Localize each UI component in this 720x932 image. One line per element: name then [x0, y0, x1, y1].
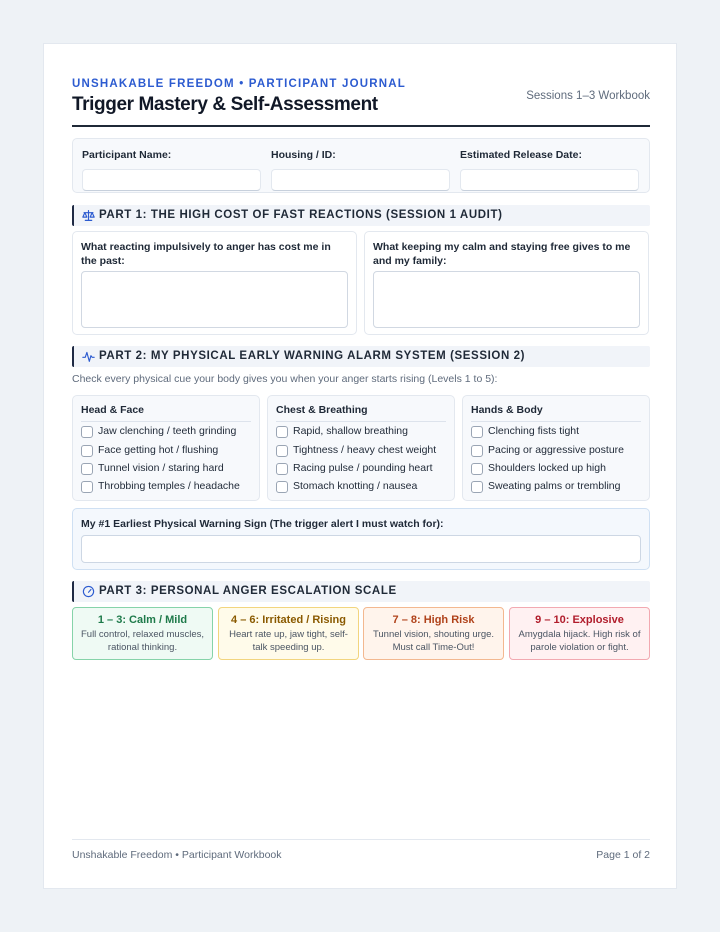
release-date-label: Estimated Release Date:	[460, 149, 582, 161]
page-number: Page 1 of 2	[596, 849, 650, 861]
cue-checkbox[interactable]	[81, 445, 93, 457]
cue-label: Throbbing temples / headache	[98, 480, 240, 492]
scale-level-explosive	[509, 607, 650, 660]
cue-checkbox[interactable]	[276, 445, 288, 457]
participant-name-field[interactable]	[82, 169, 261, 191]
cue-checkbox[interactable]	[81, 463, 93, 475]
cue-label: Tightness / heavy chest weight	[293, 444, 437, 456]
cue-column-divider	[276, 421, 446, 422]
cue-checkbox[interactable]	[471, 463, 483, 475]
cue-column-title: Chest & Breathing	[276, 404, 368, 416]
benefit-prompt-label: What keeping my calm and staying free gives to me and my family:	[373, 241, 631, 267]
participant-name-label: Participant Name:	[82, 149, 172, 161]
cue-label: Jaw clenching / teeth grinding	[98, 425, 237, 437]
cue-label: Pacing or aggressive posture	[488, 444, 624, 456]
housing-id-label: Housing / ID:	[271, 149, 336, 161]
journal-kicker: UNSHAKABLE FREEDOM • PARTICIPANT JOURNAL	[72, 78, 406, 90]
cue-checkbox[interactable]	[276, 481, 288, 493]
scale-level-irritated	[218, 607, 359, 660]
journal-page	[43, 43, 677, 889]
part1-title: PART 1: THE HIGH COST OF FAST REACTIONS (SESSION 1 AUDIT)	[99, 209, 503, 221]
cue-checkbox[interactable]	[276, 463, 288, 475]
release-date-group	[460, 149, 639, 191]
scale-level-description: Full control, relaxed muscles, rational thinking.	[80, 629, 205, 653]
scale-level-range: 4 – 6: Irritated / Rising	[231, 614, 346, 626]
cue-checkbox[interactable]	[471, 481, 483, 493]
warning-sign-label: My #1 Earliest Physical Warning Sign (The trigger alert I must watch for):	[81, 518, 444, 530]
cue-checkbox[interactable]	[81, 481, 93, 493]
warning-sign-box	[72, 508, 650, 570]
cue-checkbox[interactable]	[81, 426, 93, 438]
warning-sign-field[interactable]	[81, 535, 641, 563]
scale-level-description: Heart rate up, jaw tight, self-talk speeding up.	[229, 629, 348, 653]
scale-level-calm	[72, 607, 213, 660]
footer-divider	[72, 839, 650, 840]
benefit-answer-field[interactable]	[373, 271, 640, 328]
cue-label: Rapid, shallow breathing	[293, 425, 408, 437]
cue-checkbox[interactable]	[276, 426, 288, 438]
part2-title: PART 2: MY PHYSICAL EARLY WARNING ALARM SYSTEM (SESSION 2)	[99, 350, 526, 362]
cue-label: Clenching fists tight	[488, 425, 580, 437]
cost-answer-field[interactable]	[81, 271, 348, 328]
cue-column-chest-breathing	[267, 395, 455, 501]
part2-instruction: Check every physical cue your body gives you when your anger starts rising (Levels 1 to 5):	[72, 373, 498, 385]
cue-column-title: Head & Face	[81, 404, 145, 416]
housing-id-group	[271, 149, 450, 191]
scale-icon	[82, 209, 95, 222]
scale-level-range: 9 – 10: Explosive	[535, 614, 624, 626]
cue-column-divider	[81, 421, 251, 422]
page-title: Trigger Mastery & Self-Assessment	[72, 94, 378, 115]
part3-title: PART 3: PERSONAL ANGER ESCALATION SCALE	[99, 585, 397, 597]
cue-label: Sweating palms or trembling	[488, 480, 621, 492]
part3-header	[72, 581, 650, 602]
workbook-tag: Sessions 1–3 Workbook	[526, 90, 650, 102]
release-date-field[interactable]	[460, 169, 639, 191]
scale-level-description: Amygdala hijack. High risk of parole violation or fight.	[518, 629, 641, 653]
cue-checkbox[interactable]	[471, 426, 483, 438]
part2-header	[72, 346, 650, 367]
cue-checkbox[interactable]	[471, 445, 483, 457]
housing-id-field[interactable]	[271, 169, 450, 191]
scale-level-high-risk	[363, 607, 504, 660]
gauge-icon	[82, 585, 95, 598]
participant-name-group	[82, 149, 261, 191]
title-divider	[72, 125, 650, 127]
cue-column-head-face	[72, 395, 260, 501]
cue-column-hands-body	[462, 395, 650, 501]
cue-label: Stomach knotting / nausea	[293, 480, 418, 492]
pulse-icon	[82, 350, 95, 363]
cost-prompt-label: What reacting impulsively to anger has cost me in the past:	[81, 241, 331, 267]
scale-level-description: Tunnel vision, shouting urge. Must call Time-Out!	[372, 629, 495, 653]
cue-label: Tunnel vision / staring hard	[98, 462, 224, 474]
part1-header	[72, 205, 650, 226]
cost-prompt-box	[72, 231, 357, 335]
footer-brand: Unshakable Freedom • Participant Workbook	[72, 849, 282, 861]
cue-column-divider	[471, 421, 641, 422]
scale-level-range: 1 – 3: Calm / Mild	[97, 614, 188, 626]
participant-info-box	[72, 138, 650, 193]
cue-label: Shoulders locked up high	[488, 462, 606, 474]
scale-level-range: 7 – 8: High Risk	[392, 614, 475, 626]
cue-label: Racing pulse / pounding heart	[293, 462, 433, 474]
cue-label: Face getting hot / flushing	[98, 444, 219, 456]
benefit-prompt-box	[364, 231, 649, 335]
cue-column-title: Hands & Body	[471, 404, 543, 416]
